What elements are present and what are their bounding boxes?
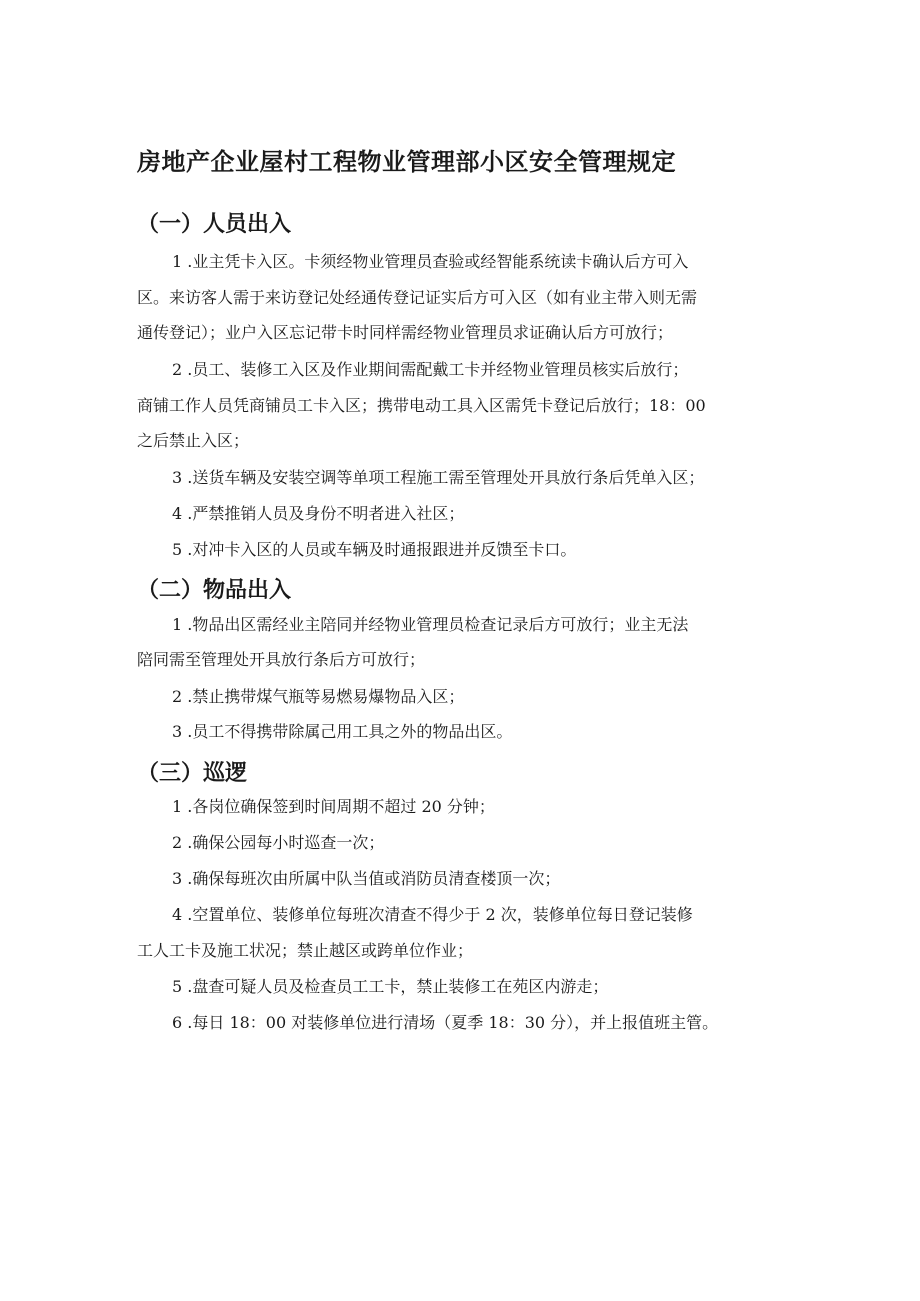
- paragraph-line: 陪同需至管理处开具放行条后方可放行；: [137, 650, 426, 669]
- paragraph-line: 1 .物品出区需经业主陪同并经物业管理员检查记录后方可放行；业主无法: [172, 615, 689, 634]
- paragraph-line: 工人工卡及施工状况；禁止越区或跨单位作业；: [137, 941, 474, 960]
- paragraph-line: 之后禁止入区；: [137, 431, 250, 450]
- paragraph-line: 4 .空置单位、装修单位每班次清查不得少于 2 次，装修单位每日登记装修: [172, 905, 693, 924]
- section-heading-personnel: （一）人员出入: [137, 211, 292, 237]
- paragraph-line: 通传登记）；业户入区忘记带卡时同样需经物业管理员求证确认后方可放行；: [137, 323, 674, 342]
- paragraph-line: 4 .严禁推销人员及身份不明者进入社区；: [172, 504, 465, 523]
- paragraph-line: 商铺工作人员凭商铺员工卡入区；携带电动工具入区需凭卡登记后放行；18：00: [137, 396, 706, 415]
- paragraph-line: 2 .确保公园每小时巡查一次；: [172, 833, 385, 852]
- paragraph-line: 3 .确保每班次由所属中队当值或消防员清查楼顶一次；: [172, 869, 561, 888]
- paragraph-line: 1 .业主凭卡入区。卡须经物业管理员查验或经智能系统读卡确认后方可入: [172, 252, 689, 271]
- paragraph-line: 6 .每日 18：00 对装修单位进行清场（夏季 18：30 分），并上报值班主管。: [172, 1013, 719, 1032]
- paragraph-line: 2 .禁止携带煤气瓶等易燃易爆物品入区；: [172, 687, 465, 706]
- paragraph-line: 3 .员工不得携带除属己用工具之外的物品出区。: [172, 722, 513, 741]
- paragraph-line: 1 .各岗位确保签到时间周期不超过 20 分钟；: [172, 797, 495, 816]
- paragraph-line: 5 .对冲卡入区的人员或车辆及时通报跟进并反馈至卡口。: [172, 540, 577, 559]
- paragraph-line: 5 .盘查可疑人员及检查员工工卡，禁止装修工在苑区内游走；: [172, 977, 609, 996]
- paragraph-line: 3 .送货车辆及安装空调等单项工程施工需至管理处开具放行条后凭单入区；: [172, 468, 705, 487]
- paragraph-line: 区。来访客人需于来访登记处经通传登记证实后方可入区（如有业主带入则无需: [137, 288, 698, 307]
- section-heading-goods: （二）物品出入: [137, 577, 292, 603]
- section-heading-patrol: （三）巡逻: [137, 760, 248, 786]
- document-title: 房地产企业屋村工程物业管理部小区安全管理规定: [137, 148, 676, 176]
- paragraph-line: 2 .员工、装修工入区及作业期间需配戴工卡并经物业管理员核实后放行；: [172, 360, 689, 379]
